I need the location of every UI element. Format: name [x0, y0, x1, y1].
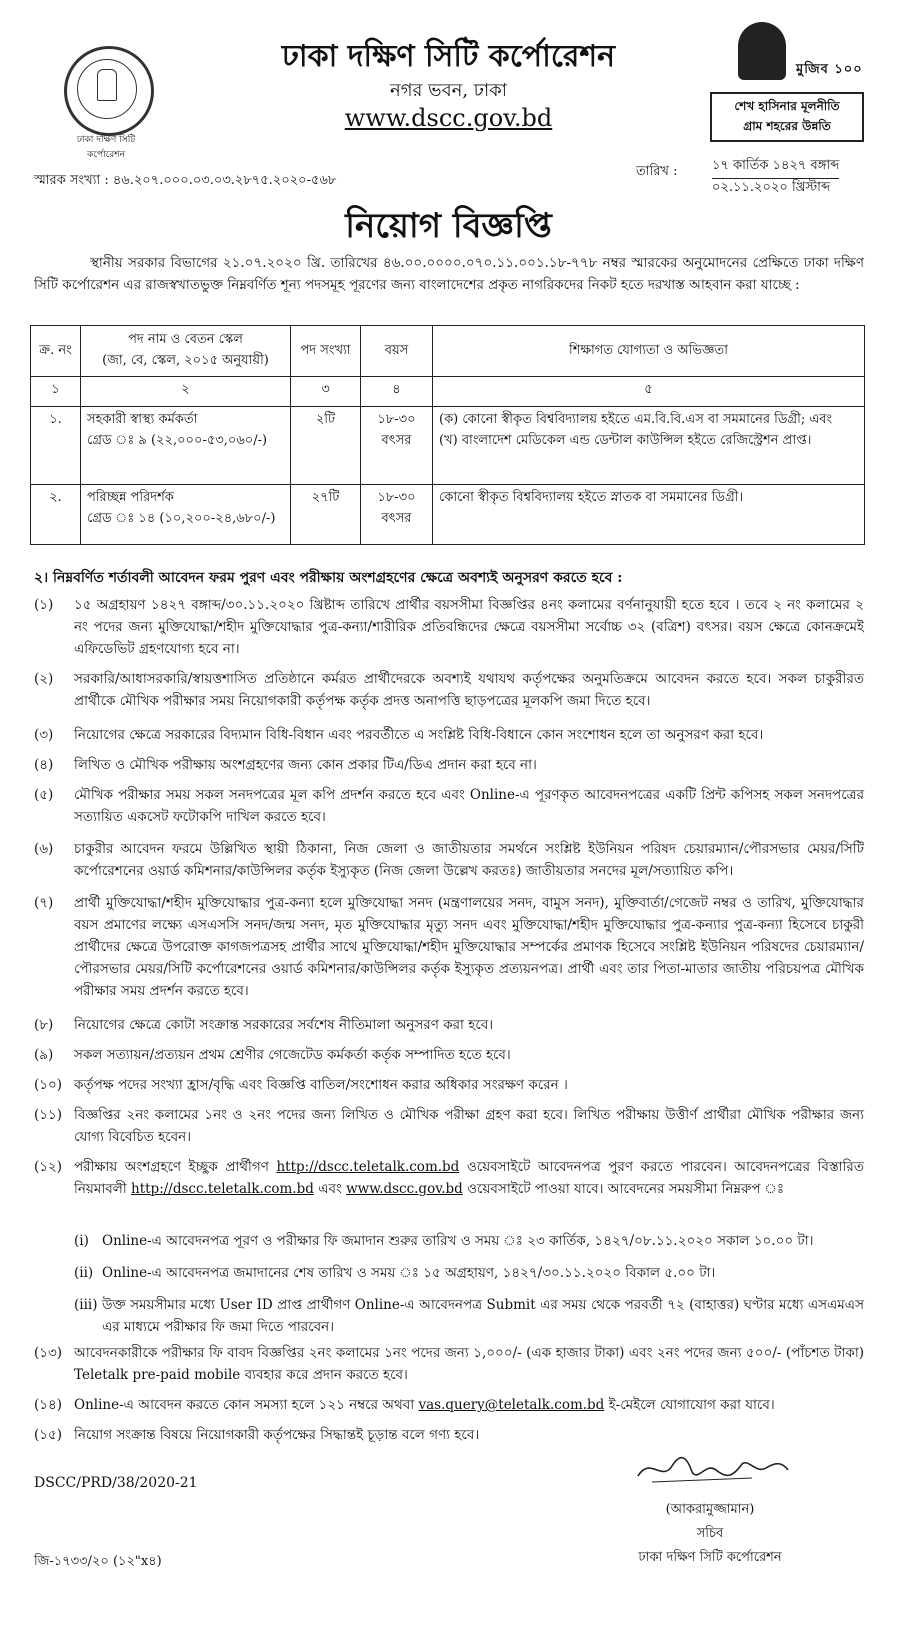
rule-number: (৮) — [34, 1017, 54, 1033]
rule-number: (৪) — [34, 757, 54, 773]
row-count: ২টি — [291, 407, 361, 485]
rule-item — [34, 892, 864, 1002]
schedule-item — [74, 1230, 864, 1252]
schedule-item — [74, 1294, 864, 1338]
signer-name: (আকরামুজ্জামান) — [665, 1502, 755, 1517]
rule-item — [34, 1424, 864, 1446]
org-website-link[interactable]: www.dscc.gov.bd — [344, 104, 553, 132]
row-age — [361, 485, 433, 545]
slogan-box — [710, 92, 864, 142]
col-number: ২ — [81, 377, 291, 407]
col-number: ৩ — [291, 377, 361, 407]
rule-number: (১৪) — [34, 1397, 63, 1413]
rule-item — [34, 1394, 864, 1416]
age-unit: বৎসর — [381, 511, 412, 526]
rule-12-part4: ওয়েবসাইটে পাওয়া যাবে। আবেদনের সময়সীমা নিম্নরুপ ঃ — [467, 1181, 785, 1197]
rule-item — [34, 1156, 864, 1200]
rule-text: চাকুরীর আবেদন ফরমে উল্লিখিত স্থায়ী ঠিকানা, নিজ জেলা ও জাতীয়তার সমর্থনে সংশ্লিষ্ট ইউনিয়ন পরিষদ চেয়ারম্যান/পৌরসভার মেয়র/সিটি কর্পোরেশনের ওয়ার্ড কমিশনার/কাউন্সিলর কর্তৃক ইস্যুকৃত (নিজ জেলা উল্লেখ করতঃ) জাতীয়তার সনদের মূল/সত্যায়িত কপি। — [74, 841, 864, 879]
rule-number: (৭) — [34, 895, 54, 911]
row-serial: ১. — [31, 407, 81, 485]
qualification-a: কোনো স্বীকৃত বিশ্ববিদ্যালয় হইতে স্নাতক বা সমমানের ডিগ্রী। — [439, 490, 744, 505]
rule-number: (১৫) — [34, 1427, 63, 1443]
rule-text: বিজ্ঞপ্তির ২নং কলামের ১নং ও ২নং পদের জন্য লিখিত ও মৌখিক পরীক্ষা গ্রহণ করা হবে। লিখিত পরীক্ষায় উত্তীর্ণ প্রার্থীরা মৌখিক পরীক্ষার জন্য যোগ্য বিবেচিত হবেন। — [74, 1107, 864, 1145]
rule-item — [34, 754, 864, 776]
schedule-text: উক্ত সময়সীমার মধ্যে User ID প্রাপ্ত প্রার্থীগণ Online-এ আবেদনপত্র Submit এর সময় থেকে পরবর্তী ৭২ (বাহাত্তর) ঘণ্টার মধ্যে এসএমএস এর মাধ্যমে পরীক্ষার ফি জমা দিতে পারবেন। — [102, 1297, 864, 1335]
rule-text: লিখিত ও মৌখিক পরীক্ষায় অংশগ্রহণের জন্য কোন প্রকার টিএ/ডিএ প্রদান করা হবে না। — [74, 757, 537, 773]
rule-text: সরকারি/আধাসরকারি/স্বায়ত্তশাসিত প্রতিষ্ঠানে কর্মরত প্রার্থীদেরকে অবশ্যই যথাযথ কর্তৃপক্ষের অনুমতিক্রমে আবেদন করতে হবে। সকল চাকুরীরত প্রার্থীকে মৌখিক পরীক্ষার সময় নিয়োগকারী কর্তৃপক্ষ কর্তৃক প্রদত্ত অনাপত্তি ছাড়পত্রের মূলকপি জমা দিতে হবে। — [74, 671, 864, 709]
schedule-text: Online-এ আবেদনপত্র জমাদানের শেষ তারিখ ও সময় ঃ ১৫ অগ্রহায়ণ, ১৪২৭/৩০.১১.২০২০ বিকাল ৫.০০ টা। — [102, 1265, 716, 1281]
rule-item — [34, 1014, 864, 1036]
header-post — [81, 326, 291, 377]
schedule-number: (iii) — [74, 1297, 98, 1313]
row-age — [361, 407, 433, 485]
rule-item — [34, 784, 864, 828]
row-count: ২৭টি — [291, 485, 361, 545]
post-grade: গ্রেড ঃ ৯ (২২,০০০-৫৩,০৬০/-) — [87, 433, 268, 448]
rule-12-part3: এবং — [318, 1181, 342, 1197]
date-bangla: ১৭ কার্তিক ১৪২৭ বঙ্গাব্দ — [712, 156, 839, 179]
date-english: ০২.১১.২০২০ খ্রিস্টাব্দ — [712, 180, 831, 195]
rule-number: (১৩) — [34, 1345, 63, 1361]
teletalk-link[interactable]: http://dscc.teletalk.com.bd — [276, 1159, 460, 1175]
rule-text — [74, 1394, 864, 1416]
job-table — [30, 325, 865, 545]
schedule-number: (ii) — [74, 1265, 94, 1281]
qualification-a: (ক) কোনো স্বীকৃত বিশ্ববিদ্যালয় হইতে এম.বি.বি.এস বা সমমানের ডিগ্রী; এবং — [439, 412, 833, 427]
header-post-line1: পদ নাম ও বেতন স্কেল — [128, 332, 243, 347]
table-row — [31, 485, 865, 545]
rule-12-part2: ওয়েবসাইটে আবেদনপত্র পুরণ করতে পারবেন। আবেদনপত্রের বিস্তারিত নিয়মাবলী — [74, 1159, 864, 1197]
rule-item — [34, 1074, 864, 1096]
qualification-b: (খ) বাংলাদেশ মেডিকেল এন্ড ডেন্টাল কাউন্সিল হইতে রেজিস্ট্রেশন প্রাপ্ত। — [439, 433, 812, 448]
rule-number: (৬) — [34, 841, 54, 857]
schedule-text: Online-এ আবেদনপত্র পূরণ ও পরীক্ষার ফি জমাদান শুরুর তারিখ ও সময় ঃ ২৩ কার্তিক, ১৪২৭/০৮.১১.২০২০ সকাল ১০.০০ টা। — [102, 1233, 814, 1249]
schedule-number: (i) — [74, 1233, 89, 1249]
ad-code: জি-১৭৩৩/২০ (১২"x৪) — [34, 1554, 162, 1569]
rule-14-part1: Online-এ আবেদন করতে কোন সমস্যা হলে ১২১ নম্বরে অথবা — [74, 1397, 415, 1413]
row-post — [81, 407, 291, 485]
slogan-line-2: গ্রাম শহরের উন্নতি — [743, 119, 831, 133]
rule-text: সকল সত্যায়ন/প্রত্যয়ন প্রথম শ্রেণীর গেজেটেড কর্মকর্তা কর্তৃক সম্পাদিত হতে হবে। — [74, 1047, 511, 1063]
memo-number: স্মারক সংখ্যা : ৪৬.২০৭.০০০.০৩.০৩.২৮৭৫.২০২০-৫৬৮ — [34, 173, 337, 188]
col-number: ৪ — [361, 377, 433, 407]
org-title: ঢাকা দক্ষিণ সিটি কর্পোরেশন — [281, 39, 616, 74]
rule-text: নিয়োগ সংক্রান্ত বিষয়ে নিয়োগকারী কর্তৃপক্ষের সিদ্ধান্তই চূড়ান্ত বলে গণ্য হবে। — [74, 1427, 480, 1443]
header-serial: ক্র. নং — [31, 326, 81, 377]
notice-title: নিয়োগ বিজ্ঞপ্তি — [345, 206, 552, 246]
schedule-item — [74, 1262, 864, 1284]
table-column-number-row — [31, 377, 865, 407]
post-name: সহকারী স্বাস্থ্য কর্মকর্তা — [87, 412, 198, 427]
header-age: বয়স — [361, 326, 433, 377]
table-header-row — [31, 326, 865, 377]
mujib-100-logo: মুজিব ১০০ — [796, 62, 863, 77]
reference-number: DSCC/PRD/38/2020-21 — [34, 1475, 198, 1491]
rule-item — [34, 594, 864, 660]
rule-number: (৯) — [34, 1047, 54, 1063]
col-number: ৫ — [433, 377, 865, 407]
rule-text: মৌখিক পরীক্ষার সময় সকল সনদপত্রের মূল কপি প্রদর্শন করতে হবে এবং Online-এ পূরণকৃত আবেদনপত্রের একটি প্রিন্ট কপিসহ সকল সনদপত্রের সত্যায়িত একসেট ফটোকপি দাখিল করতে হবে। — [74, 787, 864, 825]
table-row — [31, 407, 865, 485]
rule-number: (৫) — [34, 787, 54, 803]
rule-text: আবেদনকারীকে পরীক্ষার ফি বাবদ বিজ্ঞপ্তির ২নং কলামের ১নং পদের জন্য ১,০০০/- (এক হাজার টাকা) এবং ২নং পদের জন্য ৫০০/- (পাঁচশত টাকা) Teletalk pre-paid mobile ব্যবহার করে প্রদান করতে হবে। — [74, 1345, 864, 1383]
rule-item — [34, 724, 864, 746]
rule-item — [34, 1342, 864, 1386]
rule-number: (৩) — [34, 727, 54, 743]
rule-text: ১৫ অগ্রহায়ণ ১৪২৭ বঙ্গাব্দ/৩০.১১.২০২০ খ্রিষ্টাব্দ তারিখে প্রার্থীর বয়সসীমা বিজ্ঞপ্তির ৪নং কলামের বর্ণনানুযায়ী হতে হবে । তবে ২ নং কলামের ২ নং পদের জন্য মুক্তিযোদ্ধা/শহীদ মুক্তিযোদ্ধার পুত্র-কন্যা/শারীরিক প্রতিবন্ধিদের ক্ষেত্রে বয়সসীমা সর্বোচ্চ ৩২ (বত্রিশ) বৎসর। বয়স ক্ষেত্রে কোনক্রমেই এফিডেভিট গ্রহণযোগ্য হবে না। — [74, 597, 864, 657]
intro-paragraph: স্থানীয় সরকার বিভাগের ২১.০৭.২০২০ খ্রি. তারিখের ৪৬.০০.০০০০.০৭০.১১.০০১.১৮-৭৭৮ নম্বর স্মারকের অনুমোদনের প্রেক্ষিতে ঢাকা দক্ষিণ সিটি কর্পোরেশন এর রাজস্বখাতভুক্ত নিম্নবর্ণিত শূন্য পদসমূহ পূরণের জন্য বাংলাদেশের প্রকৃত নাগরিকদের নিকট হতে দরখাস্ত আহবান করা যাচ্ছে : — [34, 255, 864, 293]
rule-number: (১) — [34, 597, 54, 613]
dscc-website-link[interactable]: www.dscc.gov.bd — [346, 1181, 463, 1197]
rule-number: (২) — [34, 671, 54, 687]
header-post-line2: (জা, বে, স্কেল, ২০১৫ অনুযায়ী) — [102, 353, 269, 368]
rule-text — [74, 1156, 864, 1200]
support-email-link[interactable]: vas.query@teletalk.com.bd — [418, 1397, 605, 1413]
date-label: তারিখ : — [636, 164, 678, 179]
row-serial: ২. — [31, 485, 81, 545]
signature-image — [632, 1452, 792, 1488]
logo-caption: ঢাকা দক্ষিণ সিটি কর্পোরেশন — [76, 135, 136, 160]
rule-text: নিয়োগের ক্ষেত্রে কোটা সংক্রান্ত সরকারের সর্বশেষ নীতিমালা অনুসরণ করা হবে। — [74, 1017, 494, 1033]
rule-number: (১১) — [34, 1107, 63, 1123]
rule-14-part2: ই-মেইলে যোগাযোগ করা যাবে। — [608, 1397, 775, 1413]
header-count: পদ সংখ্যা — [291, 326, 361, 377]
post-grade: গ্রেড ঃ ১৪ (১০,২০০-২৪,৬৮০/-) — [87, 511, 276, 526]
post-name: পরিচ্ছন্ন পরিদর্শক — [87, 490, 174, 505]
rule-item — [34, 1044, 864, 1066]
rule-number: (১২) — [34, 1159, 63, 1175]
rule-item — [34, 1104, 864, 1148]
age-range: ১৮-৩০ — [377, 412, 416, 427]
rule-item — [34, 838, 864, 882]
teletalk-link-2[interactable]: http://dscc.teletalk.com.bd — [131, 1181, 314, 1197]
age-unit: বৎসর — [381, 433, 412, 448]
rule-number: (১০) — [34, 1077, 63, 1093]
rule-text: নিয়োগের ক্ষেত্রে সরকারের বিদ্যমান বিধি-বিধান এবং পরবর্তীতে এ সংশ্লিষ্ট বিধি-বিধানে কোন সংশোধন হলে তা অনুসরণ করা হবে। — [74, 727, 764, 743]
signer-organization: ঢাকা দক্ষিণ সিটি কর্পোরেশন — [638, 1550, 782, 1565]
header-qualification: শিক্ষাগত যোগ্যতা ও অভিজ্ঞতা — [433, 326, 865, 377]
slogan-line-1: শেখ হাসিনার মূলনীতি — [734, 99, 840, 113]
row-qualification — [433, 407, 865, 485]
org-address: নগর ভবন, ঢাকা — [390, 80, 507, 101]
rule-text: কর্তৃপক্ষ পদের সংখ্যা হ্রাস/বৃদ্ধি এবং বিজ্ঞপ্তি বাতিল/সংশোধন করার অধিকার সংরক্ষণ করেন । — [74, 1077, 568, 1093]
conditions-heading: ২। নিম্নবর্ণিত শর্তাবলী আবেদন ফরম পুরণ এবং পরীক্ষায় অংশগ্রহণের ক্ষেত্রে অবশ্যই অনুসরণ করতে হবে : — [34, 570, 623, 586]
rule-item — [34, 668, 864, 712]
rule-text: প্রার্থী মুক্তিযোদ্ধা/শহীদ মুক্তিযোদ্ধার পুত্র-কন্যা হলে মুক্তিযোদ্ধা সনদ (মন্ত্রণালয়ের সনদ, বামুস সনদ), মুক্তিবার্তা/গেজেট নম্বর ও তারিখ, মুক্তিযোদ্ধার বয়স প্রমাণের লক্ষ্যে এসএসসি সনদ/জন্ম সনদ, মৃত মুক্তিযোদ্ধার মৃত্যু সনদ এবং মুক্তিযোদ্ধা/শহীদ মুক্তিযোদ্ধার পুত্র-কন্যার পুত্র-কন্যা হিসেবে চাকুরী প্রার্থীদের ক্ষেত্রে উপরোক্ত কাগজপত্রসহ প্রার্থীর সাথে মুক্তিযোদ্ধা/শহীদ মুক্তিযোদ্ধার সম্পর্কের প্রমাণক হিসেবে সংশ্লিষ্ট ইউনিয়ন পরিষদের চেয়ারম্যান/পৌরসভার মেয়র/সিটি কর্পোরেশনের ওয়ার্ড কমিশনার/কাউন্সিলর কর্তৃক ইস্যুকৃত প্রত্যয়নপত্র। প্রার্থী এবং তার পিতা-মাতার জাতীয় পরিচয়পত্র মৌখিক পরীক্ষার সময় প্রদর্শন করতে হবে। — [74, 895, 864, 999]
rule-12-part1: পরীক্ষায় অংশগ্রহণে ইচ্ছুক প্রার্থীগণ — [74, 1159, 269, 1175]
age-range: ১৮-৩০ — [377, 490, 416, 505]
row-post — [81, 485, 291, 545]
signer-title: সচিব — [696, 1526, 724, 1541]
col-number: ১ — [31, 377, 81, 407]
row-qualification — [433, 485, 865, 545]
mujib-portrait-image — [738, 22, 786, 80]
